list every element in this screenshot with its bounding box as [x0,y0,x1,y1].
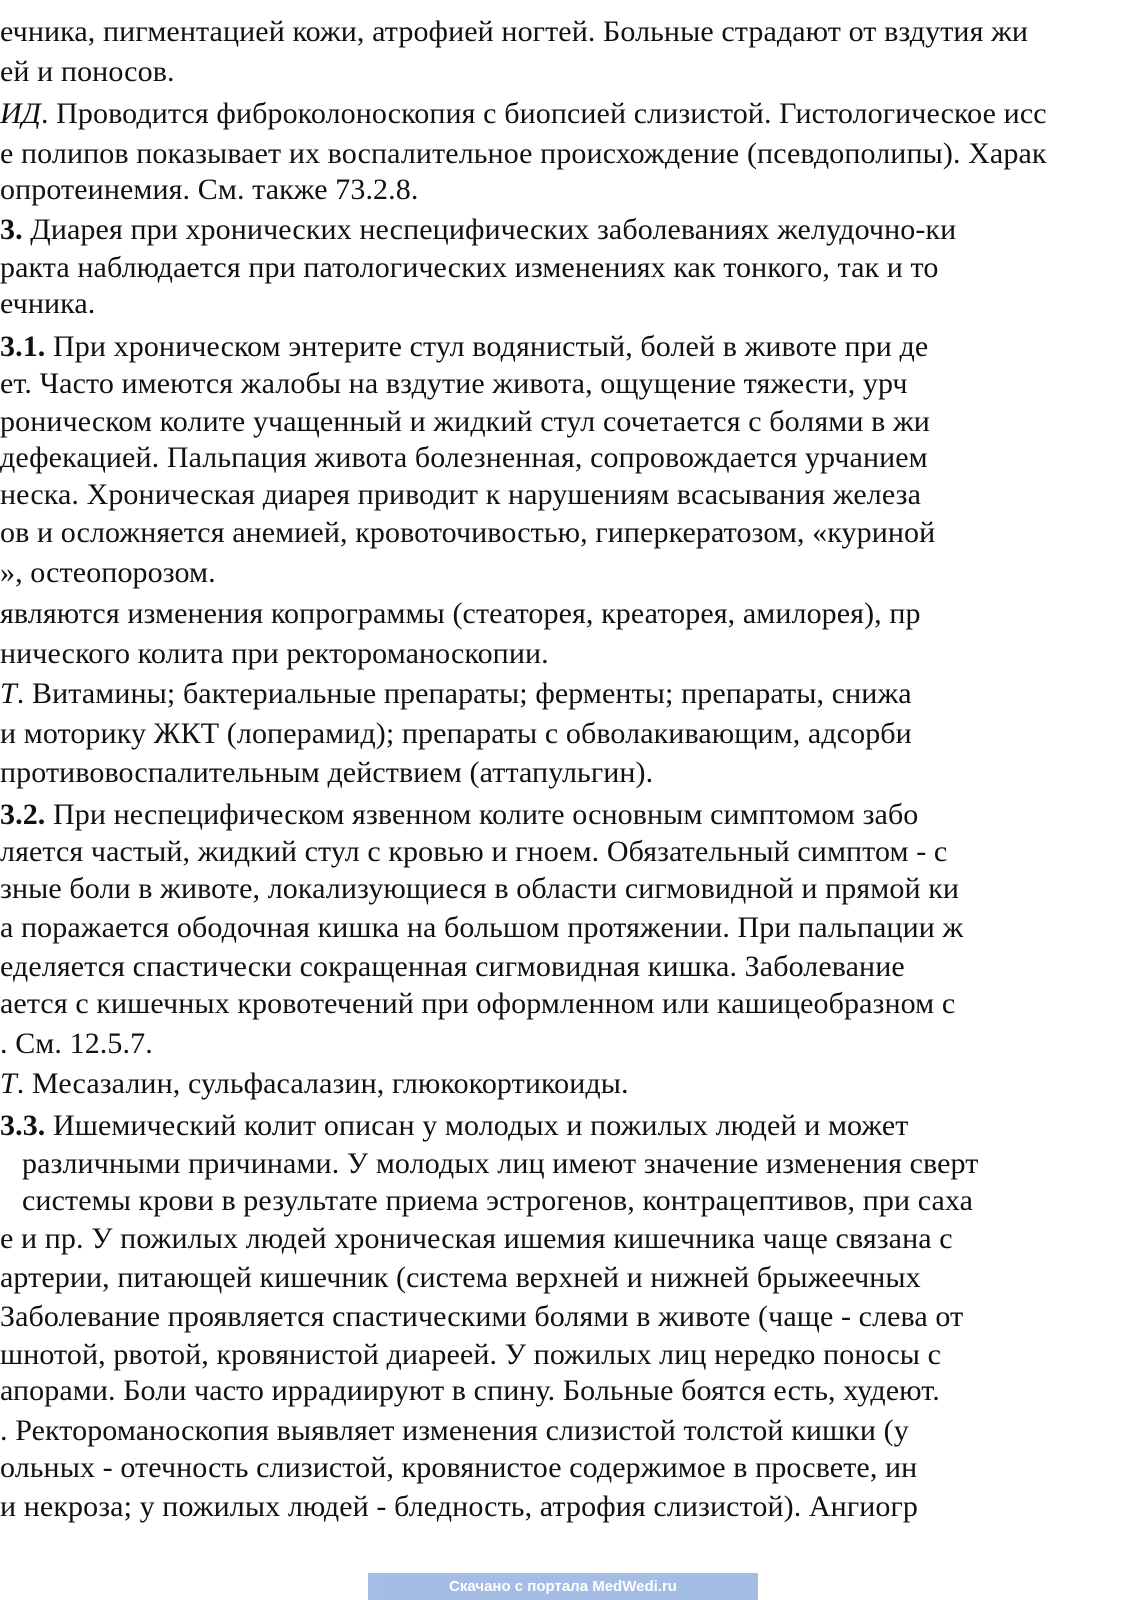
text-line [0,1108,908,1144]
text-run: ракта наблюдается при патологических изменениях как тонкого, так и то [0,251,939,284]
text-run: Заболевание проявляется спастическими болями в животе (чаще - слева от [0,1300,964,1333]
text-run: ается с кишечных кровотечений при оформленном или кашицеобразном с [0,987,956,1020]
text-run: е полипов показывает их воспалительное происхождение (псевдополипы). Харак [0,137,1047,170]
text-run: и некроза; у пожилых людей - бледность, атрофия слизистой). Ангиогр [0,1490,918,1523]
text-line [0,555,216,591]
text-run: При хроническом энтерите стул водянистый, болей в животе при де [45,330,929,363]
text-run: различными причинами. У молодых лиц имеют значение изменения сверт [22,1147,979,1180]
text-run: нического колита при ректороманоскопии. [0,637,549,670]
text-run: . Ректороманоскопия выявляет изменения слизистой толстой кишки (у [0,1414,909,1447]
section-number: 3. [0,213,23,246]
text-run: е и пр. У пожилых людей хроническая ишемия кишечника чаще связана с [0,1222,953,1255]
text-run: противовоспалительным действием (аттапульгин). [0,756,654,789]
text-line [0,755,653,791]
section-abbrev: Т [0,677,17,710]
text-run: Диарея при хронических неспецифических заболеваниях желудочно-ки [22,213,957,246]
text-line [0,1337,941,1373]
text-line [0,366,908,402]
text-run: ольных - отечность слизистой, кровянистое содержимое в просвете, ин [0,1451,918,1484]
section-abbrev: Т [0,1067,17,1100]
text-run: При неспецифическом язвенном колите основным симптомом забо [45,798,919,831]
text-run: еделяется спастически сокращенная сигмовидная кишка. Заболевание [0,950,905,983]
text-line [0,1026,153,1062]
text-line [0,596,921,632]
text-line [0,949,905,985]
text-line [0,871,959,907]
text-line [0,1260,921,1296]
text-line [0,636,549,672]
section-number: 3.2. [0,798,46,831]
text-line [0,440,928,476]
text-run: ляется частый, жидкий стул с кровью и гноем. Обязательный симптом - с [0,835,948,868]
section-number: 3.1. [0,330,46,363]
text-run: являются изменения копрограммы (стеаторея, креаторея, амилорея), пр [0,597,921,630]
text-run: неска. Хроническая диарея приводит к нарушениям всасывания железа [0,478,922,511]
text-run: дефекацией. Пальпация живота болезненная, сопровождается урчанием [0,441,928,474]
text-run: апорами. Боли часто иррадиируют в спину. Больные боятся есть, худеют. [0,1374,940,1407]
text-line [0,404,930,440]
text-line [0,797,918,833]
text-line [0,515,935,551]
text-line [0,1450,917,1486]
text-run: шнотой, рвотой, кровянистой диареей. У пожилых лиц нередко поносы с [0,1338,942,1371]
text-run: . Витамины; бактериальные препараты; ферменты; препараты, снижа [16,677,912,710]
text-line [0,96,1047,132]
watermark-banner: Скачано с портала MedWedi.ru [368,1573,758,1600]
text-run: а поражается ободочная кишка на большом протяжении. При пальпации ж [0,911,964,944]
text-line [0,1413,909,1449]
text-run: ей и поносов. [0,55,175,88]
text-line [0,716,912,752]
text-line [0,250,938,286]
text-line [0,834,947,870]
text-run: », остеопорозом. [0,556,216,589]
text-line [0,212,956,248]
text-run: . См. 12.5.7. [0,1027,153,1060]
text-run: ов и осложняется анемией, кровоточивостью, гиперкератозом, «куриной [0,516,936,549]
text-run: ечника. [0,287,96,320]
text-line [0,54,175,90]
text-run: ечника, пигментацией кожи, атрофией ногтей. Больные страдают от вздутия жи [0,15,1029,48]
text-run: опротеинемия. См. также 73.2.8. [0,173,419,206]
text-line [0,1066,629,1102]
text-line [0,676,912,712]
text-run: . Месазалин, сульфасалазин, глюкокортикоиды. [16,1067,629,1100]
text-line [0,1299,963,1335]
text-line [0,329,928,365]
text-line [0,986,955,1022]
text-line [0,1489,918,1525]
text-line [22,1183,973,1219]
text-line [0,1373,940,1409]
text-run: роническом колите учащенный и жидкий стул сочетается с болями в жи [0,405,930,438]
text-run: . Проводится фиброколоноскопия с биопсией слизистой. Гистологическое исс [40,97,1047,130]
text-run: артерии, питающей кишечник (система верхней и нижней брыжеечных [0,1261,921,1294]
text-run: и моторику ЖКТ (лоперамид); препараты с обволакивающим, адсорби [0,717,912,750]
text-line [0,477,921,513]
text-run: системы крови в результате приема эстрогенов, контрацептивов, при саха [22,1184,974,1217]
section-number: 3.3. [0,1109,46,1142]
text-line [0,172,418,208]
text-run: Ишемический колит описан у молодых и пожилых людей и может [45,1109,909,1142]
text-run: ет. Часто имеются жалобы на вздутие живота, ощущение тяжести, урч [0,367,908,400]
text-line [0,14,1028,50]
text-line [0,136,1047,172]
text-line [0,286,95,322]
text-line [22,1146,978,1182]
text-run: зные боли в животе, локализующиеся в области сигмовидной и прямой ки [0,872,960,905]
text-line [0,1221,953,1257]
text-line [0,910,963,946]
section-abbrev: ИД [0,97,41,130]
